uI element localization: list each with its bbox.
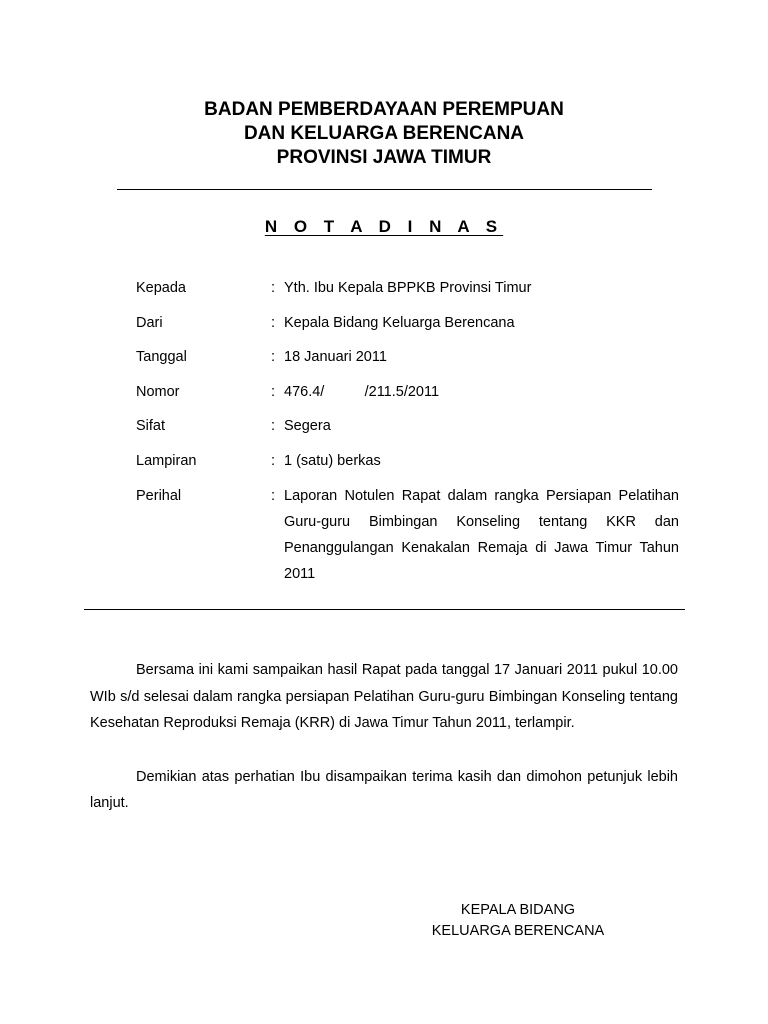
field-colon: : [271, 383, 276, 400]
memo-fields [136, 278, 679, 582]
field-label: Dari [136, 314, 163, 331]
body-paragraph: Demikian atas perhatian Ibu disampaikan terima kasih dan dimohon petunjuk lebih lanjut. [90, 768, 678, 811]
field-lampiran [136, 451, 679, 486]
letterhead-line-2: DAN KELUARGA BERENCANA [243, 123, 525, 144]
field-label: Nomor [136, 383, 180, 400]
field-kepada [136, 278, 679, 313]
field-colon: : [271, 349, 276, 366]
field-value: Kepala Bidang Keluarga Berencana [284, 314, 515, 331]
field-value: 18 Januari 2011 [284, 349, 387, 366]
field-nomor [136, 382, 679, 417]
field-label: Perihal [136, 487, 182, 504]
field-colon: : [271, 314, 276, 331]
section-divider [84, 609, 685, 610]
letterhead-divider [117, 189, 652, 190]
field-label: Lampiran [136, 452, 197, 469]
letterhead-line-3: PROVINSI JAWA TIMUR [276, 147, 492, 168]
body-paragraph: Bersama ini kami sampaikan hasil Rapat pada tanggal 17 Januari 2011 pukul 10.00 WIb s/d selesai dalam rangka persiapan Pelatihan Guru-guru Bimbingan Konseling tentang Kesehatan Reproduksi Remaja (KRR) di Jawa Timur Tahun 2011, terlampir. [90, 662, 678, 731]
field-value: Laporan Notulen Rapat dalam rangka Persiapan Pelatihan Guru-guru Bimbingan Konseling tentang KKR dan Penanggulangan Kenakalan Remaja di Jawa Timur Tahun 2011 [284, 487, 679, 582]
letterhead-line-1: BADAN PEMBERDAYAAN PEREMPUAN [204, 99, 564, 120]
field-value: 1 (satu) berkas [284, 452, 381, 469]
field-label: Kepada [136, 280, 186, 296]
field-dari [136, 313, 679, 348]
field-colon: : [271, 280, 276, 296]
field-sifat [136, 416, 679, 451]
field-perihal [136, 486, 679, 582]
field-label: Tanggal [136, 349, 187, 366]
field-colon: : [271, 487, 276, 504]
field-value: Segera [284, 418, 331, 435]
field-tanggal [136, 347, 679, 382]
letterhead [0, 98, 768, 170]
field-colon: : [271, 452, 276, 469]
field-colon: : [271, 418, 276, 435]
signature-line-2: KELUARGA BERENCANA [431, 923, 605, 939]
field-value: 476.4/ /211.5/2011 [284, 383, 440, 400]
signature-line-1: KEPALA BIDANG [460, 902, 576, 918]
document-title: N O T A D I N A S [264, 217, 504, 236]
memo-body [90, 657, 678, 817]
field-label: Sifat [136, 418, 166, 435]
field-value: Yth. Ibu Kepala BPPKB Provinsi Timur [284, 280, 532, 296]
signature-block [418, 900, 618, 942]
